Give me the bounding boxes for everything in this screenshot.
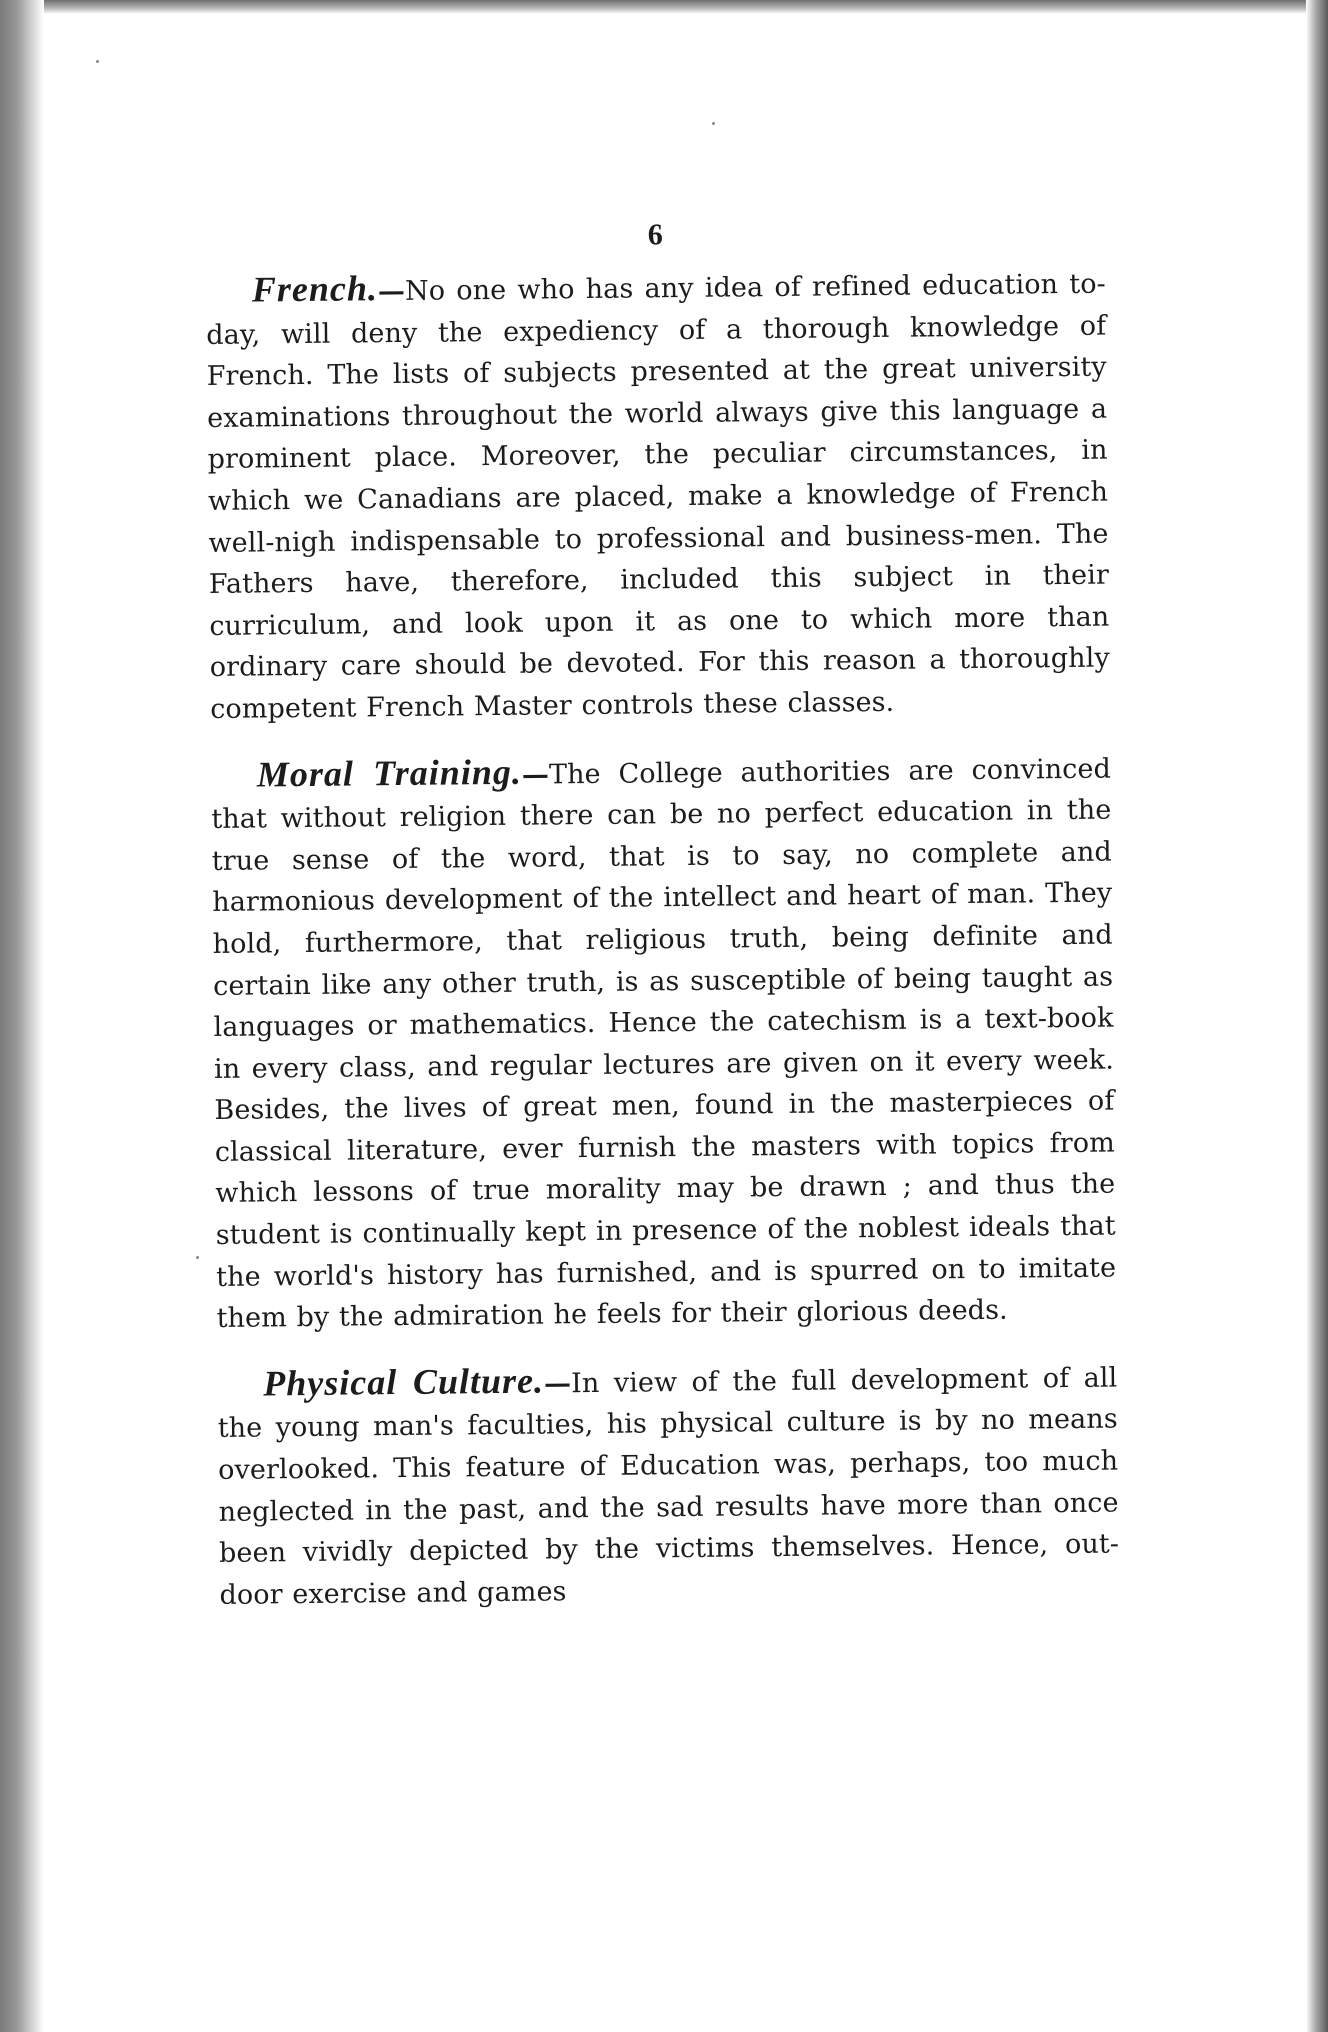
book-page (205, 201, 1120, 1641)
section-heading: Moral Training. (256, 751, 523, 795)
section-heading: French. (251, 268, 379, 310)
page-number: 6 (647, 218, 663, 252)
section-french (206, 261, 1111, 731)
scan-left-edge (0, 0, 44, 2032)
section-paragraph (211, 745, 1117, 1340)
section-heading: Physical Culture. (263, 1360, 545, 1404)
dust-speck (196, 1256, 199, 1259)
section-physical-culture (217, 1354, 1120, 1616)
section-paragraph (217, 1354, 1120, 1616)
section-body: The College authorities are convinced that without religion there can be no perfect education in the true sense of the word, that is to say, no complete and harmonious development of the intellect and heart of man. They hold, furthermore, that religious truth, being definite and certain like any other truth, is as susceptible of being taught as languages or mathematics. Hence the catechism is a text-book in every class, and regular lectures are given on it every week. Besides, the lives of great men, found in the masterpieces of classical literature, ever furnish the masters with topics from which lessons of true morality may be drawn ; and thus the student is continually kept in presence of the noblest ideals that the world's history has furnished, and is spurred on to imitate them by the admiration he feels for their glorious deeds. (211, 753, 1117, 1335)
dust-speck (712, 122, 715, 125)
section-paragraph (206, 261, 1111, 731)
dust-speck (96, 60, 99, 63)
section-body: No one who has any idea of refined education to-day, will deny the expediency of a thorough knowledge of French. The lists of subjects presented at the great university examinations throughout the world always give this language a prominent place. Moreover, the peculiar circumstances, in which we Canadians are placed, make a knowledge of French well-nigh indispensable to professional and business-men. The Fathers have, therefore, included this subject in their curriculum, and look upon it as one to which more than ordinary care should be devoted. For this reason a thoroughly competent French Master controls these classes. (206, 268, 1110, 725)
heading-dash: — (543, 1368, 572, 1400)
heading-dash: — (377, 275, 406, 308)
section-moral-training (211, 745, 1117, 1340)
section-body: In view of the full development of all the young man's faculties, his physical culture is by no means overlooked. This feature of Education was, perhaps, too much neglected in the past, and the sad results have more than once been vividly depicted by the victims themselves. Hence, out-door exercise and games (217, 1362, 1120, 1611)
heading-dash: — (521, 758, 550, 791)
scan-top-edge (0, 0, 1328, 14)
scan-right-edge (1306, 0, 1328, 2032)
